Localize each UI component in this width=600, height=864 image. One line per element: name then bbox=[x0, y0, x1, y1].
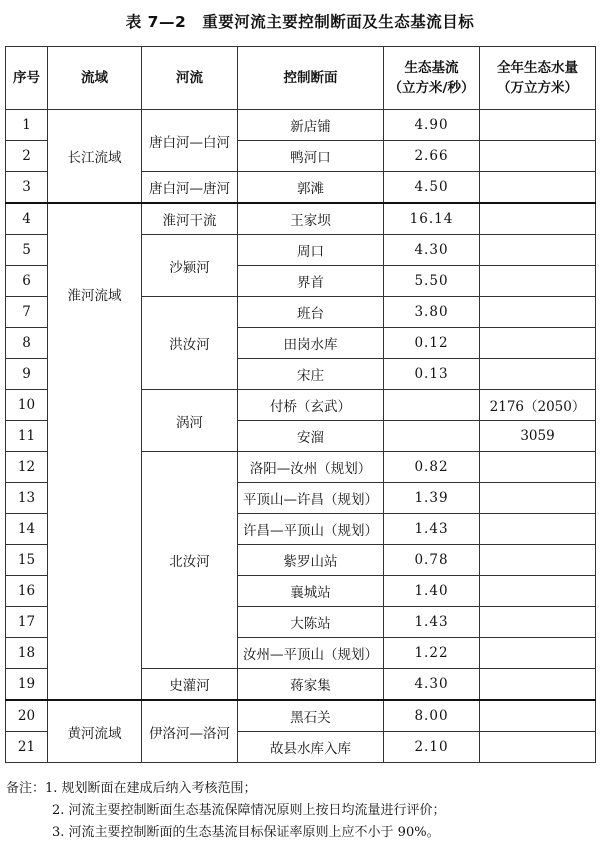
cell-flow bbox=[384, 421, 480, 452]
cell-section: 安溜 bbox=[238, 421, 384, 452]
cell-section: 故县水库入库 bbox=[238, 732, 384, 763]
cell-seq: 8 bbox=[6, 328, 48, 359]
cell-basin-changjiang: 长江流域 bbox=[48, 110, 142, 204]
cell-flow bbox=[384, 390, 480, 421]
cell-volume bbox=[480, 607, 596, 638]
control-section-table bbox=[5, 46, 596, 763]
cell-section: 平顶山—许昌（规划） bbox=[238, 483, 384, 514]
cell-volume bbox=[480, 514, 596, 545]
cell-seq: 16 bbox=[6, 576, 48, 607]
notes-block bbox=[6, 778, 596, 844]
cell-flow: 0.13 bbox=[384, 359, 480, 390]
cell-flow: 0.82 bbox=[384, 452, 480, 483]
cell-basin-huanghe: 黄河流域 bbox=[48, 700, 142, 763]
cell-river-beiru: 北汝河 bbox=[142, 452, 238, 669]
note-text: 3. 河流主要控制断面的生态基流目标保证率原则上应不小于 90%。 bbox=[52, 825, 440, 840]
header-baseflow-line1: 生态基流 bbox=[404, 60, 459, 76]
cell-volume bbox=[480, 545, 596, 576]
cell-seq: 14 bbox=[6, 514, 48, 545]
cell-section: 汝州—平顶山（规划） bbox=[238, 638, 384, 669]
cell-volume bbox=[480, 483, 596, 514]
cell-section: 田岗水库 bbox=[238, 328, 384, 359]
cell-flow: 2.66 bbox=[384, 141, 480, 172]
cell-volume bbox=[480, 110, 596, 141]
note-line-1 bbox=[6, 778, 596, 800]
note-line-3 bbox=[6, 822, 596, 844]
cell-flow: 1.43 bbox=[384, 514, 480, 545]
cell-flow: 1.39 bbox=[384, 483, 480, 514]
cell-flow: 5.50 bbox=[384, 266, 480, 297]
cell-river-tangbai-bai: 唐白河—白河 bbox=[142, 110, 238, 172]
header-water-volume bbox=[480, 47, 596, 110]
cell-section: 黑石关 bbox=[238, 700, 384, 732]
header-river: 河流 bbox=[142, 47, 238, 110]
cell-flow: 1.22 bbox=[384, 638, 480, 669]
cell-volume bbox=[480, 203, 596, 235]
cell-flow: 8.00 bbox=[384, 700, 480, 732]
cell-volume bbox=[480, 141, 596, 172]
note-text: 2. 河流主要控制断面生态基流保障情况原则上按日均流量进行评价； bbox=[52, 803, 446, 818]
table-row bbox=[6, 110, 596, 141]
cell-volume bbox=[480, 297, 596, 328]
cell-flow: 4.30 bbox=[384, 669, 480, 701]
cell-section: 襄城站 bbox=[238, 576, 384, 607]
cell-seq: 7 bbox=[6, 297, 48, 328]
cell-section: 宋庄 bbox=[238, 359, 384, 390]
cell-volume bbox=[480, 669, 596, 701]
cell-flow: 0.78 bbox=[384, 545, 480, 576]
cell-seq: 21 bbox=[6, 732, 48, 763]
cell-section: 新店铺 bbox=[238, 110, 384, 141]
cell-volume bbox=[480, 328, 596, 359]
cell-seq: 1 bbox=[6, 110, 48, 141]
cell-section: 付桥（玄武） bbox=[238, 390, 384, 421]
cell-section: 紫罗山站 bbox=[238, 545, 384, 576]
cell-seq: 6 bbox=[6, 266, 48, 297]
cell-river-shaying: 沙颍河 bbox=[142, 235, 238, 297]
cell-volume bbox=[480, 266, 596, 297]
cell-volume bbox=[480, 172, 596, 204]
cell-volume bbox=[480, 732, 596, 763]
table-row bbox=[6, 700, 596, 732]
cell-section: 王家坝 bbox=[238, 203, 384, 235]
cell-seq: 2 bbox=[6, 141, 48, 172]
cell-seq: 13 bbox=[6, 483, 48, 514]
cell-volume: 2176（2050） bbox=[480, 390, 596, 421]
note-line-2 bbox=[6, 800, 596, 822]
cell-volume bbox=[480, 235, 596, 266]
cell-river-tangbai-tang: 唐白河—唐河 bbox=[142, 172, 238, 204]
header-baseflow bbox=[384, 47, 480, 110]
cell-section: 大陈站 bbox=[238, 607, 384, 638]
cell-section: 周口 bbox=[238, 235, 384, 266]
cell-flow: 16.14 bbox=[384, 203, 480, 235]
cell-section: 界首 bbox=[238, 266, 384, 297]
cell-section: 洛阳—汝州（规划） bbox=[238, 452, 384, 483]
notes-lead: 备注： bbox=[6, 781, 46, 796]
cell-seq: 18 bbox=[6, 638, 48, 669]
cell-flow: 0.12 bbox=[384, 328, 480, 359]
cell-section: 班台 bbox=[238, 297, 384, 328]
cell-seq: 3 bbox=[6, 172, 48, 204]
cell-seq: 20 bbox=[6, 700, 48, 732]
note-text: 1. 规划断面在建成后纳入考核范围； bbox=[45, 781, 257, 796]
cell-seq: 19 bbox=[6, 669, 48, 701]
cell-seq: 12 bbox=[6, 452, 48, 483]
cell-volume bbox=[480, 700, 596, 732]
header-water-line1: 全年生态水量 bbox=[497, 60, 578, 76]
cell-flow: 1.43 bbox=[384, 607, 480, 638]
cell-seq: 9 bbox=[6, 359, 48, 390]
cell-river-huai-main: 淮河干流 bbox=[142, 203, 238, 235]
cell-seq: 15 bbox=[6, 545, 48, 576]
cell-section: 郭滩 bbox=[238, 172, 384, 204]
cell-basin-huaihe: 淮河流域 bbox=[48, 203, 142, 700]
cell-section: 鸭河口 bbox=[238, 141, 384, 172]
cell-river-hongru: 洪汝河 bbox=[142, 297, 238, 390]
table-row bbox=[6, 203, 596, 235]
cell-seq: 17 bbox=[6, 607, 48, 638]
cell-river-guo: 涡河 bbox=[142, 390, 238, 452]
cell-volume bbox=[480, 359, 596, 390]
cell-volume bbox=[480, 638, 596, 669]
cell-flow: 4.50 bbox=[384, 172, 480, 204]
cell-volume bbox=[480, 452, 596, 483]
header-row bbox=[6, 47, 596, 110]
cell-seq: 4 bbox=[6, 203, 48, 235]
header-seq: 序号 bbox=[6, 47, 48, 110]
cell-river-shiguan: 史灌河 bbox=[142, 669, 238, 701]
cell-river-yiluo: 伊洛河—洛河 bbox=[142, 700, 238, 763]
header-basin: 流域 bbox=[48, 47, 142, 110]
header-section: 控制断面 bbox=[238, 47, 384, 110]
cell-seq: 5 bbox=[6, 235, 48, 266]
cell-flow: 3.80 bbox=[384, 297, 480, 328]
cell-section: 许昌—平顶山（规划） bbox=[238, 514, 384, 545]
cell-section: 蒋家集 bbox=[238, 669, 384, 701]
cell-flow: 1.40 bbox=[384, 576, 480, 607]
cell-volume: 3059 bbox=[480, 421, 596, 452]
cell-seq: 11 bbox=[6, 421, 48, 452]
cell-volume bbox=[480, 576, 596, 607]
cell-flow: 4.30 bbox=[384, 235, 480, 266]
table-title: 表 7—2 重要河流主要控制断面及生态基流目标 bbox=[125, 13, 475, 31]
cell-seq: 10 bbox=[6, 390, 48, 421]
header-water-line2: （万立方米） bbox=[497, 80, 578, 96]
cell-flow: 2.10 bbox=[384, 732, 480, 763]
cell-flow: 4.90 bbox=[384, 110, 480, 141]
header-baseflow-line2: （立方米/秒） bbox=[388, 80, 475, 96]
